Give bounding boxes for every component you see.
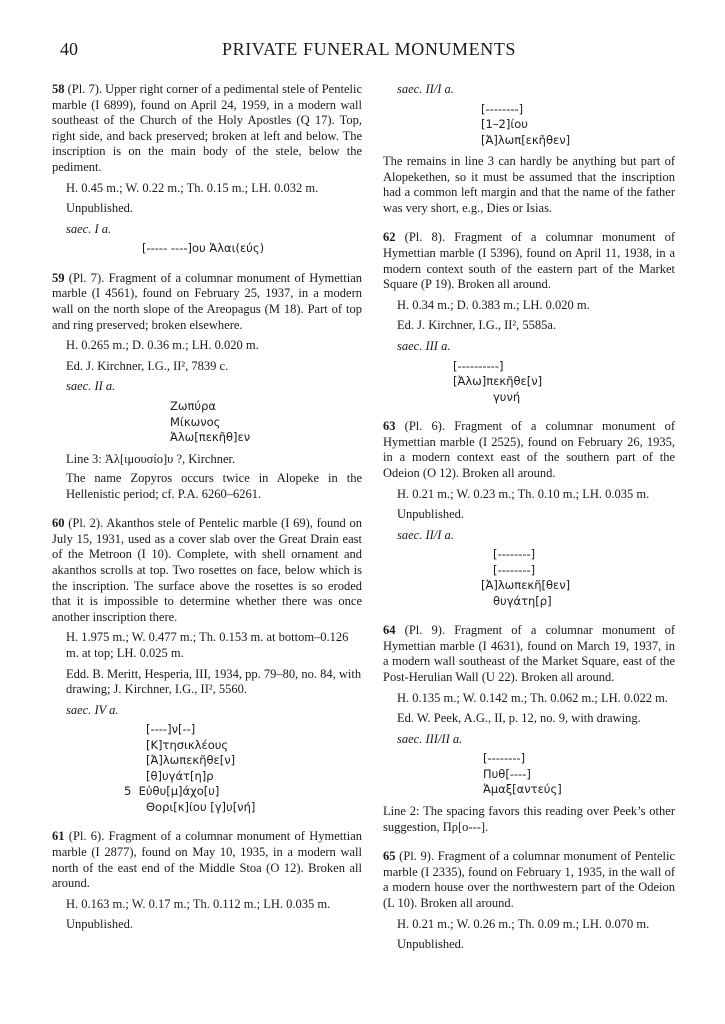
entry-59 [52,271,362,502]
left-column [52,82,362,947]
page-number: 40 [60,39,78,59]
entry-number: 62 [383,230,396,245]
date: saec. III a. [397,339,451,354]
note: The name Zopyros occurs twice in Alopeke in the Hellenistic period; cf. P.A. 6260–6261. [66,471,362,501]
entry-58 [52,82,362,257]
entry-text: (Pl. 6). Fragment of a columnar monument of Hymettian marble (I 2525), found on February 26, 1935, in a modern context east of the southern part of the Odeion (O 12). Broken all around. [383,419,675,480]
entry-number: 63 [383,419,396,434]
date: saec. II/I a. [397,527,454,542]
measurements: H. 0.34 m.; D. 0.383 m.; LH. 0.020 m. [397,297,590,312]
entry-number: 58 [52,82,65,96]
entry-60 [52,516,362,815]
entry-64 [383,623,675,835]
inscription-line: γυνή [493,389,521,404]
publication: Ed. J. Kirchner, I.G., II², 5585a. [397,318,557,333]
inscription-line: Πυθ[----] [483,766,531,781]
note: The remains in line 3 can hardly be anything but part of Alopekethen, so it must be assumed that the inscription had a common left margin and that the name of the father was very short, e.g., Dies or Isias. [383,154,675,215]
inscription-line: θυγάτη[ρ] [493,593,552,608]
measurements: H. 0.265 m.; D. 0.36 m.; LH. 0.020 m. [66,338,259,353]
entry-62 [383,230,675,405]
entry-63 [383,419,675,609]
publication: Unpublished. [397,507,465,522]
inscription-line: [1–2]ίου [481,117,528,132]
inscription-line: [----- ----]ου Ἁλαι(εύς) [142,241,265,256]
inscription-line: [--------] [483,751,526,766]
date: saec. III/II a. [397,731,463,746]
entry-number: 64 [383,623,396,638]
entry-description [52,829,362,891]
date: saec. II/I a. [397,82,454,96]
entry-description [52,82,362,176]
entry-text: (Pl. 8). Fragment of a columnar monument of Hymettian marble (I 5396), found on April 11, 1938, in a modern context south of the eastern part of the Market Square (P 19). Broken all around. [383,230,675,292]
inscription [383,359,675,406]
inscription [52,241,362,257]
inscription-line: [Κ]τησικλέους [146,737,229,752]
entry-65 [383,849,675,953]
date: saec. II a. [66,379,116,394]
publication: Ed. W. Peek, A.G., II, p. 12, no. 9, with drawing. [397,711,641,726]
entry-number: 59 [52,270,65,285]
inscription-line: [--------] [481,101,524,116]
entry-description [383,230,675,292]
date: saec. I a. [66,221,112,236]
entry-text: (Pl. 7). Fragment of a columnar monument of Hymettian marble (I 4561), found on February 25, 1937, in a modern wall on the north slope of the Areopagus (M 18). Part of top and ring preserved; broken elsewhere. [52,270,362,332]
inscription-line: [Ἀλω]πεκῆθε[ν] [453,374,543,389]
entry-number: 60 [52,516,65,531]
inscription-line: Ἀλω[πεκῆθ]εν [170,430,251,444]
inscription [383,547,675,609]
entry-number: 65 [383,849,396,864]
inscription-line: [θ]υγάτ[η]ρ [146,768,214,783]
entry-description [383,419,675,481]
inscription-line: [Ἀ]λωπεκῆθε[ν] [146,753,236,768]
inscription-line: [--------] [493,547,536,562]
publication: Edd. B. Meritt, Hesperia, III, 1934, pp. 79–80, no. 84, with drawing; J. Kirchner, I.G., II², 5560. [66,666,362,697]
running-title: PRIVATE FUNERAL MONUMENTS [222,39,517,59]
publication: Unpublished. [66,917,134,932]
inscription-line: [Ἀ]λωπεκῆ[θεν] [481,578,571,593]
entry-text: (Pl. 6). Fragment of a columnar monument of Hymettian marble (I 2877), found on May 10, 1935, in a modern wall north of the east end of the Middle Stoa (O 12). Broken all around. [52,829,362,891]
publication: Ed. J. Kirchner, I.G., II², 7839 c. [66,358,229,373]
right-column [383,82,675,967]
entry-description [52,271,362,333]
inscription-line: [----------] [453,358,504,373]
entry-text: (Pl. 9). Fragment of a columnar monument of Pentelic marble (I 2335), found on February 1, 1935, in the wall of a modern house over the northwestern part of the Odeion (L 10). Broken all around. [383,849,675,910]
inscription [383,751,675,798]
inscription-line: [----]ν[--] [146,722,196,737]
measurements: H. 0.21 m.; W. 0.23 m.; Th. 0.10 m.; LH. 0.035 m. [397,486,650,501]
entry-text: (Pl. 2). Akanthos stele of Pentelic marble (I 69), found on July 15, 1931, used as a cover slab over the Great Drain east of the Metroon (I 10). Complete, with shell ornament and akanthos scrolls at top. Two rosettes on face, below which is the inscription. The surface above the rosettes is so eroded that it is impossible to determine whether there was once another inscription there. [52,516,362,624]
inscription-line: [Ἀ]λωπ[εκῆθεν] [481,132,571,147]
publication: Unpublished. [397,937,465,952]
entry-description [52,516,362,625]
inscription-line: Μίκωνος [170,414,221,429]
inscription-line: 5 Εὐθυ[μ]άχο[υ] [124,784,220,799]
date: saec. IV a. [66,702,119,717]
inscription-line: Ἀμαξ[αντεύς] [483,782,562,797]
inscription-line: Ζωπύρα [170,399,216,413]
measurements: H. 1.975 m.; W. 0.477 m.; Th. 0.153 m. at bottom–0.126 m. at top; LH. 0.025 m. [66,630,349,661]
inscription [383,102,675,149]
inscription-line: Θορι[κ]ίου [γ]υ[νή] [146,799,256,814]
entry-61-continued [383,82,675,216]
inscription [52,399,362,446]
measurements: H. 0.21 m.; W. 0.26 m.; Th. 0.09 m.; LH. 0.070 m. [397,916,650,931]
entry-number: 61 [52,829,65,844]
entry-description [383,849,675,911]
note: Line 2: The spacing favors this reading over Peek’s other suggestion, Πρ[ο---]. [383,803,675,834]
inscription [52,722,362,815]
note: Line 3: Ἀλ[ιμουσίο]υ ?, Kirchner. [66,451,236,466]
entry-description [383,623,675,685]
entry-text: (Pl. 9). Fragment of a columnar monument of Hymettian marble (I 4631), found on March 19, 1937, in a modern wall southeast of the Market Square, east of the Post-Herulian Wall (U 22). Broken all around. [383,623,675,685]
measurements: H. 0.163 m.; W. 0.17 m.; Th. 0.112 m.; LH. 0.035 m. [66,896,331,911]
publication: Unpublished. [66,201,134,216]
entry-text: (Pl. 7). Upper right corner of a pedimental stele of Pentelic marble (I 6899), found on April 24, 1959, in a modern wall southeast of the Church of the Holy Apostles (Q 17). Top, right side, and back preserved; broken at left and below. The inscription is on the main body of the stele, below the pediment. [52,82,362,174]
measurements: H. 0.135 m.; W. 0.142 m.; Th. 0.062 m.; LH. 0.022 m. [397,690,668,705]
entry-61 [52,829,362,933]
inscription-line: [--------] [493,562,536,577]
measurements: H. 0.45 m.; W. 0.22 m.; Th. 0.15 m.; LH. 0.032 m. [66,180,319,195]
